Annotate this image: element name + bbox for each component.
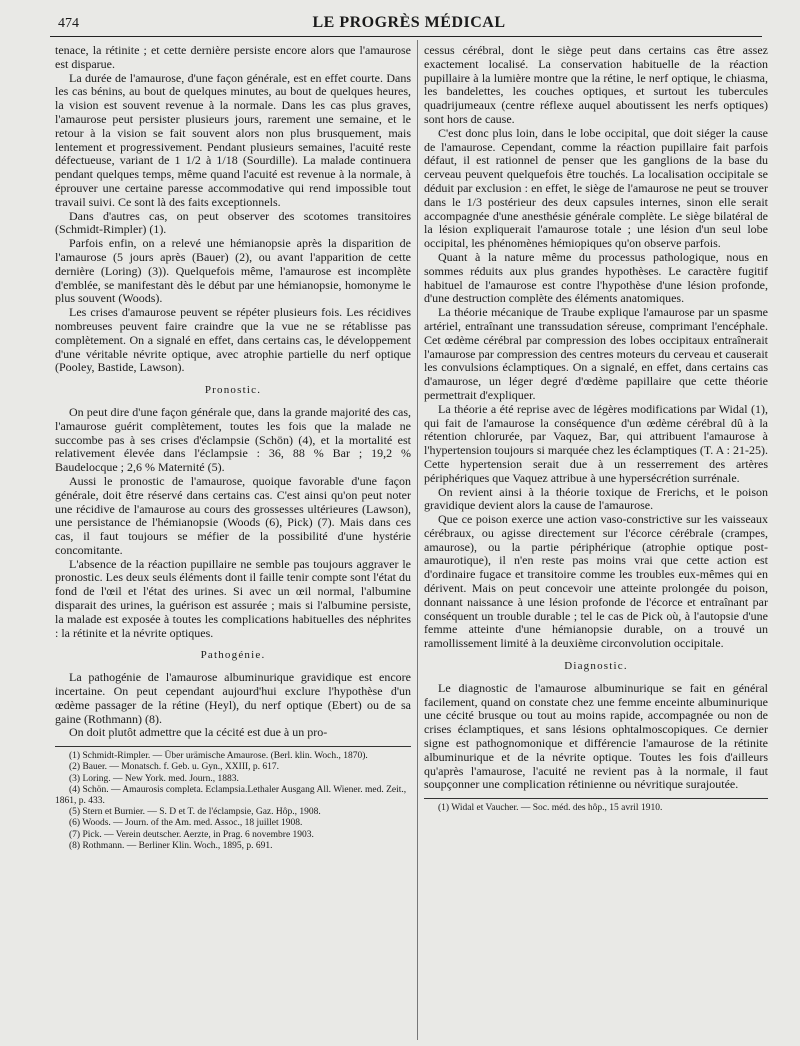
paragraph: L'absence de la réaction pupillaire ne semble pas toujours aggraver le pronostic. Les deux seuls éléments dont il faille tenir compte sont l'état du fond de l'œil et l'état des urines. Si avec un œil normal, l'albumine disparait des urines, la guérison est assurée ; mais si l'albumine persiste, la malade est exposée à toutes les complications habituelles des néphrites : la rétinite et la névrite optiques. xyxy=(55,556,411,640)
section-heading-prognostic: Pronostic. xyxy=(204,384,262,397)
paragraph: La pathogénie de l'amaurose albuminurique gravidique est encore incertaine. On peut cependant aujourd'hui exclure l'hypothèse d'un œdème passager de la rétine (Heyl), du nerf optique (Ebert) ou de sa gaine (Rothmann) (8). xyxy=(55,670,411,726)
right-column xyxy=(424,44,768,814)
paragraph: Que ce poison exerce une action vaso-constrictive sur les vaisseaux cérébraux, ou agisse directement sur l'écorce cérébrale (crampes, amaurose), ou la partie périphérique (atrophie optique post-amaurotique), il n'en reste pas moins vrai que cette action est d'ordinaire fugace et transitoire comme les troubles eux-mêmes qui en dérivent. Mais on peut concevoir une atteinte prolongée du poison, donnant naissance à une lésion profonde de l'écorce et entraînant par conséquent un trouble durable ; tel le cas de Pick où, à l'autopsie d'une femme atteinte d'une hémianopsie durable, on a trouvé un ramollissement limité à la deuxième circonvolution occipitale. xyxy=(424,512,768,651)
paragraph: Parfois enfin, on a relevé une hémianopsie après la disparition de l'amaurose (5 jours après (Bauer) (2), ou avant l'apparition de cette dernière (Loring) (3)). Quelquefois même, l'amaurose est incomplète d'emblée, se manifestant dès le début par une hémianopsie, homonyme le plus souvent (Woods). xyxy=(55,236,411,306)
paragraph: Le diagnostic de l'amaurose albuminurique se fait en général facilement, quand on constate chez une femme enceinte albuminurique une cécité brusque ou tout au moins rapide, accompagnée ou non de crises éclamptiques, et sans lésions ophtalmoscopiques. Ce dernier signe est pathognomonique et différencie l'amaurose de la rétinite albuminurique et de la névrite optique. Toutes les fois d'ailleurs qu'après l'amaurose, l'acuité ne revient pas à la normale, il faut soupçonner une complication rétinienne ou névritique surajoutée. xyxy=(424,680,768,792)
footnote: (1) Widal et Vaucher. — Soc. méd. des hôp., 15 avril 1910. xyxy=(438,803,663,814)
footnote: (1) Schmidt-Rimpler. — Über urämische Amaurose. (Berl. klin. Woch., 1870). xyxy=(69,751,368,762)
page-number: 474 xyxy=(58,16,79,31)
footnote: (6) Woods. — Journ. of the Am. med. Assoc., 18 juillet 1908. xyxy=(69,818,303,829)
paragraph: La théorie a été reprise avec de légères modifications par Widal (1), qui fait de l'amaurose la conséquence d'un œdème cérébral dû à la rétention chlorurée, par Vaquez, Bar, qui attribuent l'amaurose à l'hypertension toujours si marquée chez les éclamptiques (T. A : 21-25). Cette hypertension serait due à un resserrement des artères périphériques que Vaquez attribue à une hypersécrétion surrénale. xyxy=(424,401,768,485)
footnote: (2) Bauer. — Monatsch. f. Geb. u. Gyn., XXIII, p. 617. xyxy=(69,762,280,773)
footnote: (8) Rothmann. — Berliner Klin. Woch., 1895, p. 691. xyxy=(69,840,273,851)
footnote: (7) Pick. — Verein deutscher. Aerzte, in Prag. 6 novembre 1903. xyxy=(69,829,314,840)
paragraph: On revient ainsi à la théorie toxique de Frerichs, et le poison gravidique devient alors la cause de l'amaurose. xyxy=(424,484,768,513)
section-heading-pathogeny: Pathogénie. xyxy=(200,649,266,662)
paragraph: Les crises d'amaurose peuvent se répéter plusieurs fois. Les récidives nombreuses peuvent faire craindre que la vue ne se rétablisse pas complètement. On a signalé en effet, dans certains cas, le développement d'une véritable névrite optique, avec atrophie partielle du nerf optique (Pooley, Bastide, Lawson). xyxy=(55,305,411,375)
paragraph: Aussi le pronostic de l'amaurose, quoique favorable d'une façon générale, doit être réservé dans certains cas. C'est ainsi qu'on peut noter une récidive de l'amaurose au cours des grossesses ultérieures (Lawson), une persistance de l'hémianopsie (Woods (6), Pick) (7). Mais dans ces cas, il faut toujours se méfier de la possibilité d'une hystérie concomitante. xyxy=(55,473,411,557)
journal-title: LE PROGRÈS MÉDICAL xyxy=(312,14,506,31)
header-rule xyxy=(50,36,762,37)
left-column xyxy=(55,44,411,852)
paragraph: La théorie mécanique de Traube explique l'amaurose par un spasme artériel, entraînant une transsudation séreuse, comprimant l'encéphale. Cet œdème cérébral par compression des lobes occipitaux entraînerait l'amaurose par compression des centres moteurs du cerveau et causerait les convulsions éclamptiques. On a signalé, en effet, dans certains cas d'amaurose, un léger degré d'œdème papillaire que cette théorie permettrait d'expliquer. xyxy=(424,305,768,402)
paragraph: La durée de l'amaurose, d'une façon générale, est en effet courte. Dans les cas bénins, au bout de quelques minutes, au bout de quelques heures, la vision est souvent revenue à la normale. Dans les cas plus graves, l'amaurose peut persister plusieurs jours, rarement une semaine, et le retour à la vision se fait souvent alors non plus brusquement, mais lentement et progressivement. Pendant plusieurs semaines, l'acuité reste défectueuse, variant de 1 1/2 à 1/18 (Sourdille). La malade continuera pendant quelques temps, même quand l'acuité est revenue à la normale, à éprouver une certaine paresse accommodative qui rend impossible tout travail suivi. Ce sont là des faits exceptionnels. xyxy=(55,70,411,209)
section-heading-diagnostic: Diagnostic. xyxy=(564,660,628,673)
paragraph: cessus cérébral, dont le siège peut dans certains cas être assez exactement localisé. La conservation habituelle de la réaction pupillaire à la lumière montre que la rétine, le nerf optique, le chiasma, les bandelettes, les couches optiques, et surtout les tubercules quadrijumeaux (centre réflexe auquel aboutissent les nerfs optiques) sont hors de cause. xyxy=(424,43,768,126)
paragraph: Quant à la nature même du processus pathologique, nous en sommes réduits aux plus grandes hypothèses. Le caractère fugitif habituel de l'amaurose est contre l'hypothèse d'une lésion profonde, d'une destruction complète des éléments anatomiques. xyxy=(424,249,768,306)
paragraph: On peut dire d'une façon générale que, dans la grande majorité des cas, l'amaurose guérit complètement, toutes les fois que la malade ne succombe pas à ses crises d'éclampsie (Schön) (4), et la mortalité est relativement élevée dans l'éclampsie : 36, 88 % Bar ; 19,2 % Baudelocque ; 2,6 % Maternité (5). xyxy=(55,404,411,475)
footnote: (4) Schön. — Amaurosis completa. Eclampsia.Lethaler Ausgang All. Wiener. med. Zeit., 1861, p. 433. xyxy=(55,784,407,807)
column-divider xyxy=(417,40,418,1040)
footnote: (5) Stern et Burnier. — S. D et T. de l'éclampsie, Gaz. Hôp., 1908. xyxy=(69,807,321,818)
footnote-rule xyxy=(55,746,411,747)
paragraph: On doit plutôt admettre que la cécité est due à un pro- xyxy=(69,725,328,740)
page-header xyxy=(58,14,760,36)
footnote-rule xyxy=(424,798,768,799)
footnote: (3) Loring. — New York. med. Journ., 1883. xyxy=(69,773,239,784)
paragraph: tenace, la rétinite ; et cette dernière persiste encore alors que l'amaurose est disparue. xyxy=(55,43,411,71)
paragraph: C'est donc plus loin, dans le lobe occipital, que doit siéger la cause de l'amaurose. Cependant, comme la réaction pupillaire fait parfois défaut, il est rationnel de penser que les ganglions de la base du cerveau peuvent quelquefois être touchés. La localisation occipitale se déduit par exclusion : en effet, le siège de l'amaurose ne peut se trouver dans le 1/3 postérieur des deux capsules internes, sinon elle serait accompagnée d'une anesthésie générale complète. Le siège bilatéral de la lésion expliquerait l'amaurose totale ; une lésion d'un seul lobe occipital, les phénomènes hémiopiques qu'on observe parfois. xyxy=(424,125,768,251)
paragraph: Dans d'autres cas, on peut observer des scotomes transitoires (Schmidt-Rimpler) (1). xyxy=(55,208,411,237)
